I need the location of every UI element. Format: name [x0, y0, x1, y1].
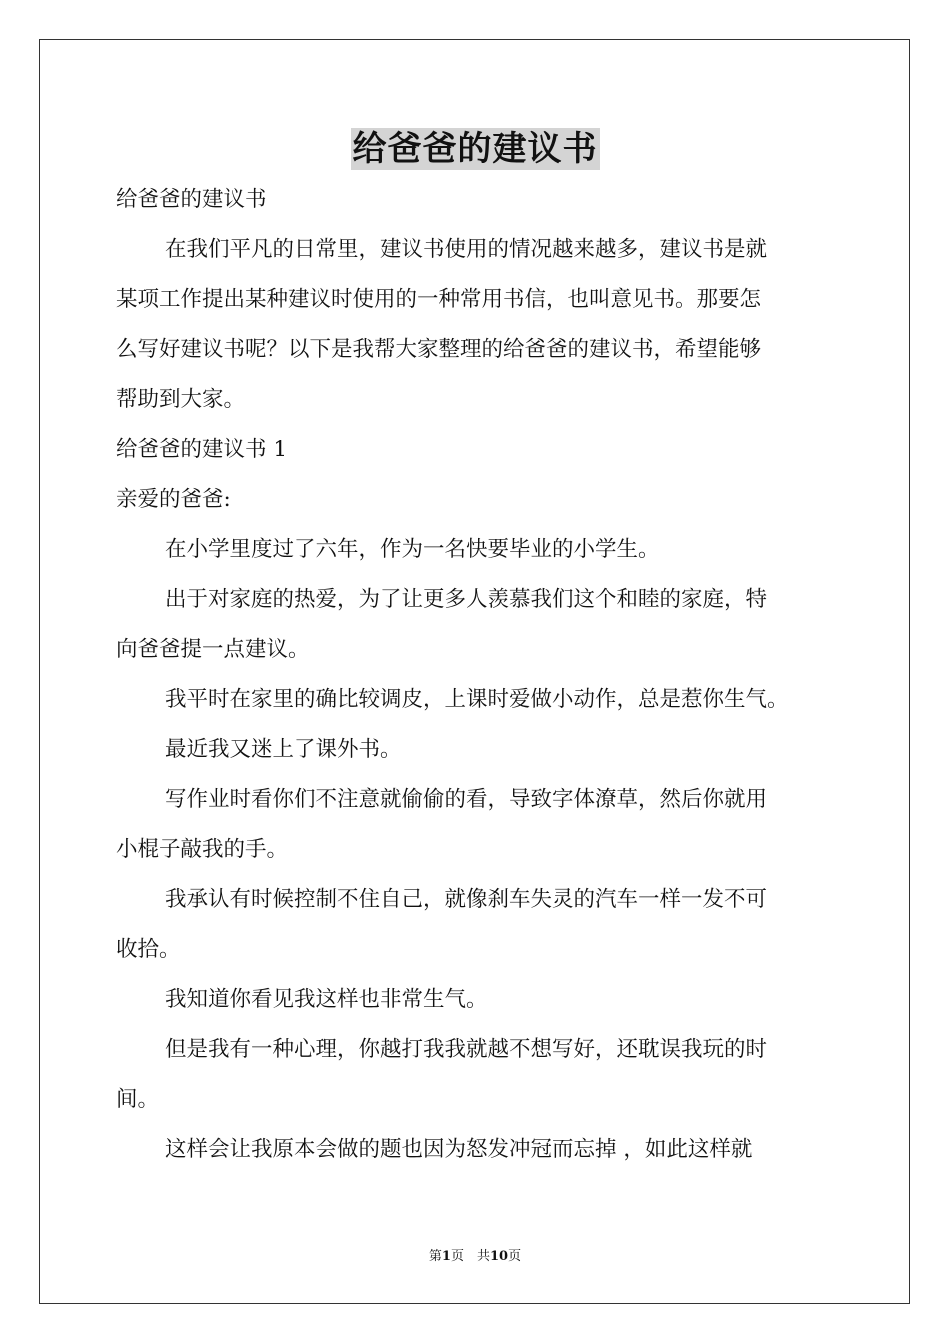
- text-line: 某项工作提出某种建议时使用的一种常用书信，也叫意见书。那要怎: [116, 287, 762, 312]
- text-line: 间。: [116, 1087, 160, 1112]
- footer-page-number: 1: [441, 1249, 451, 1264]
- text-line: 向爸爸提一点建议。: [116, 637, 310, 662]
- document-title: 给爸爸的建议书: [352, 129, 598, 169]
- text-line: 我知道你看见我这样也非常生气。: [165, 987, 488, 1012]
- text-line: 我承认有时候控制不住自己，就像刹车失灵的汽车一样一发不可: [165, 887, 768, 912]
- text-line: 出于对家庭的热爱，为了让更多人羡慕我们这个和睦的家庭，特: [165, 587, 768, 612]
- text-line: 小棍子敲我的手。: [116, 837, 289, 862]
- text-line: 我平时在家里的确比较调皮，上课时爱做小动作，总是惹你生气。: [165, 687, 789, 712]
- text-line: 在我们平凡的日常里，建议书使用的情况越来越多，建议书是就: [165, 237, 768, 262]
- document-body: [116, 175, 856, 1175]
- text-line: 给爸爸的建议书 1: [116, 437, 288, 462]
- text-line: 在小学里度过了六年，作为一名快要毕业的小学生。: [165, 537, 660, 562]
- text-line: 亲爱的爸爸:: [116, 487, 231, 512]
- text-line: 帮助到大家。: [116, 387, 246, 412]
- text-line: 么写好建议书呢？以下是我帮大家整理的给爸爸的建议书，希望能够: [116, 337, 762, 362]
- footer-suffix: 页: [508, 1249, 522, 1264]
- footer-mid: 页 共: [450, 1249, 490, 1264]
- footer-total-pages: 10: [489, 1249, 509, 1264]
- text-line: 但是我有一种心理，你越打我我就越不想写好，还耽误我玩的时: [165, 1037, 768, 1062]
- title-container: [0, 128, 950, 170]
- text-line: 最近我又迷上了课外书。: [165, 737, 402, 762]
- page-footer: [0, 1245, 950, 1264]
- footer-prefix: 第: [428, 1249, 442, 1264]
- text-line: 给爸爸的建议书: [116, 187, 267, 212]
- text-line: 这样会让我原本会做的题也因为怒发冲冠而忘掉 ，如此这样就: [165, 1137, 753, 1162]
- text-line: 收拾。: [116, 937, 181, 962]
- text-line: 写作业时看你们不注意就偷偷的看，导致字体潦草，然后你就用: [165, 787, 768, 812]
